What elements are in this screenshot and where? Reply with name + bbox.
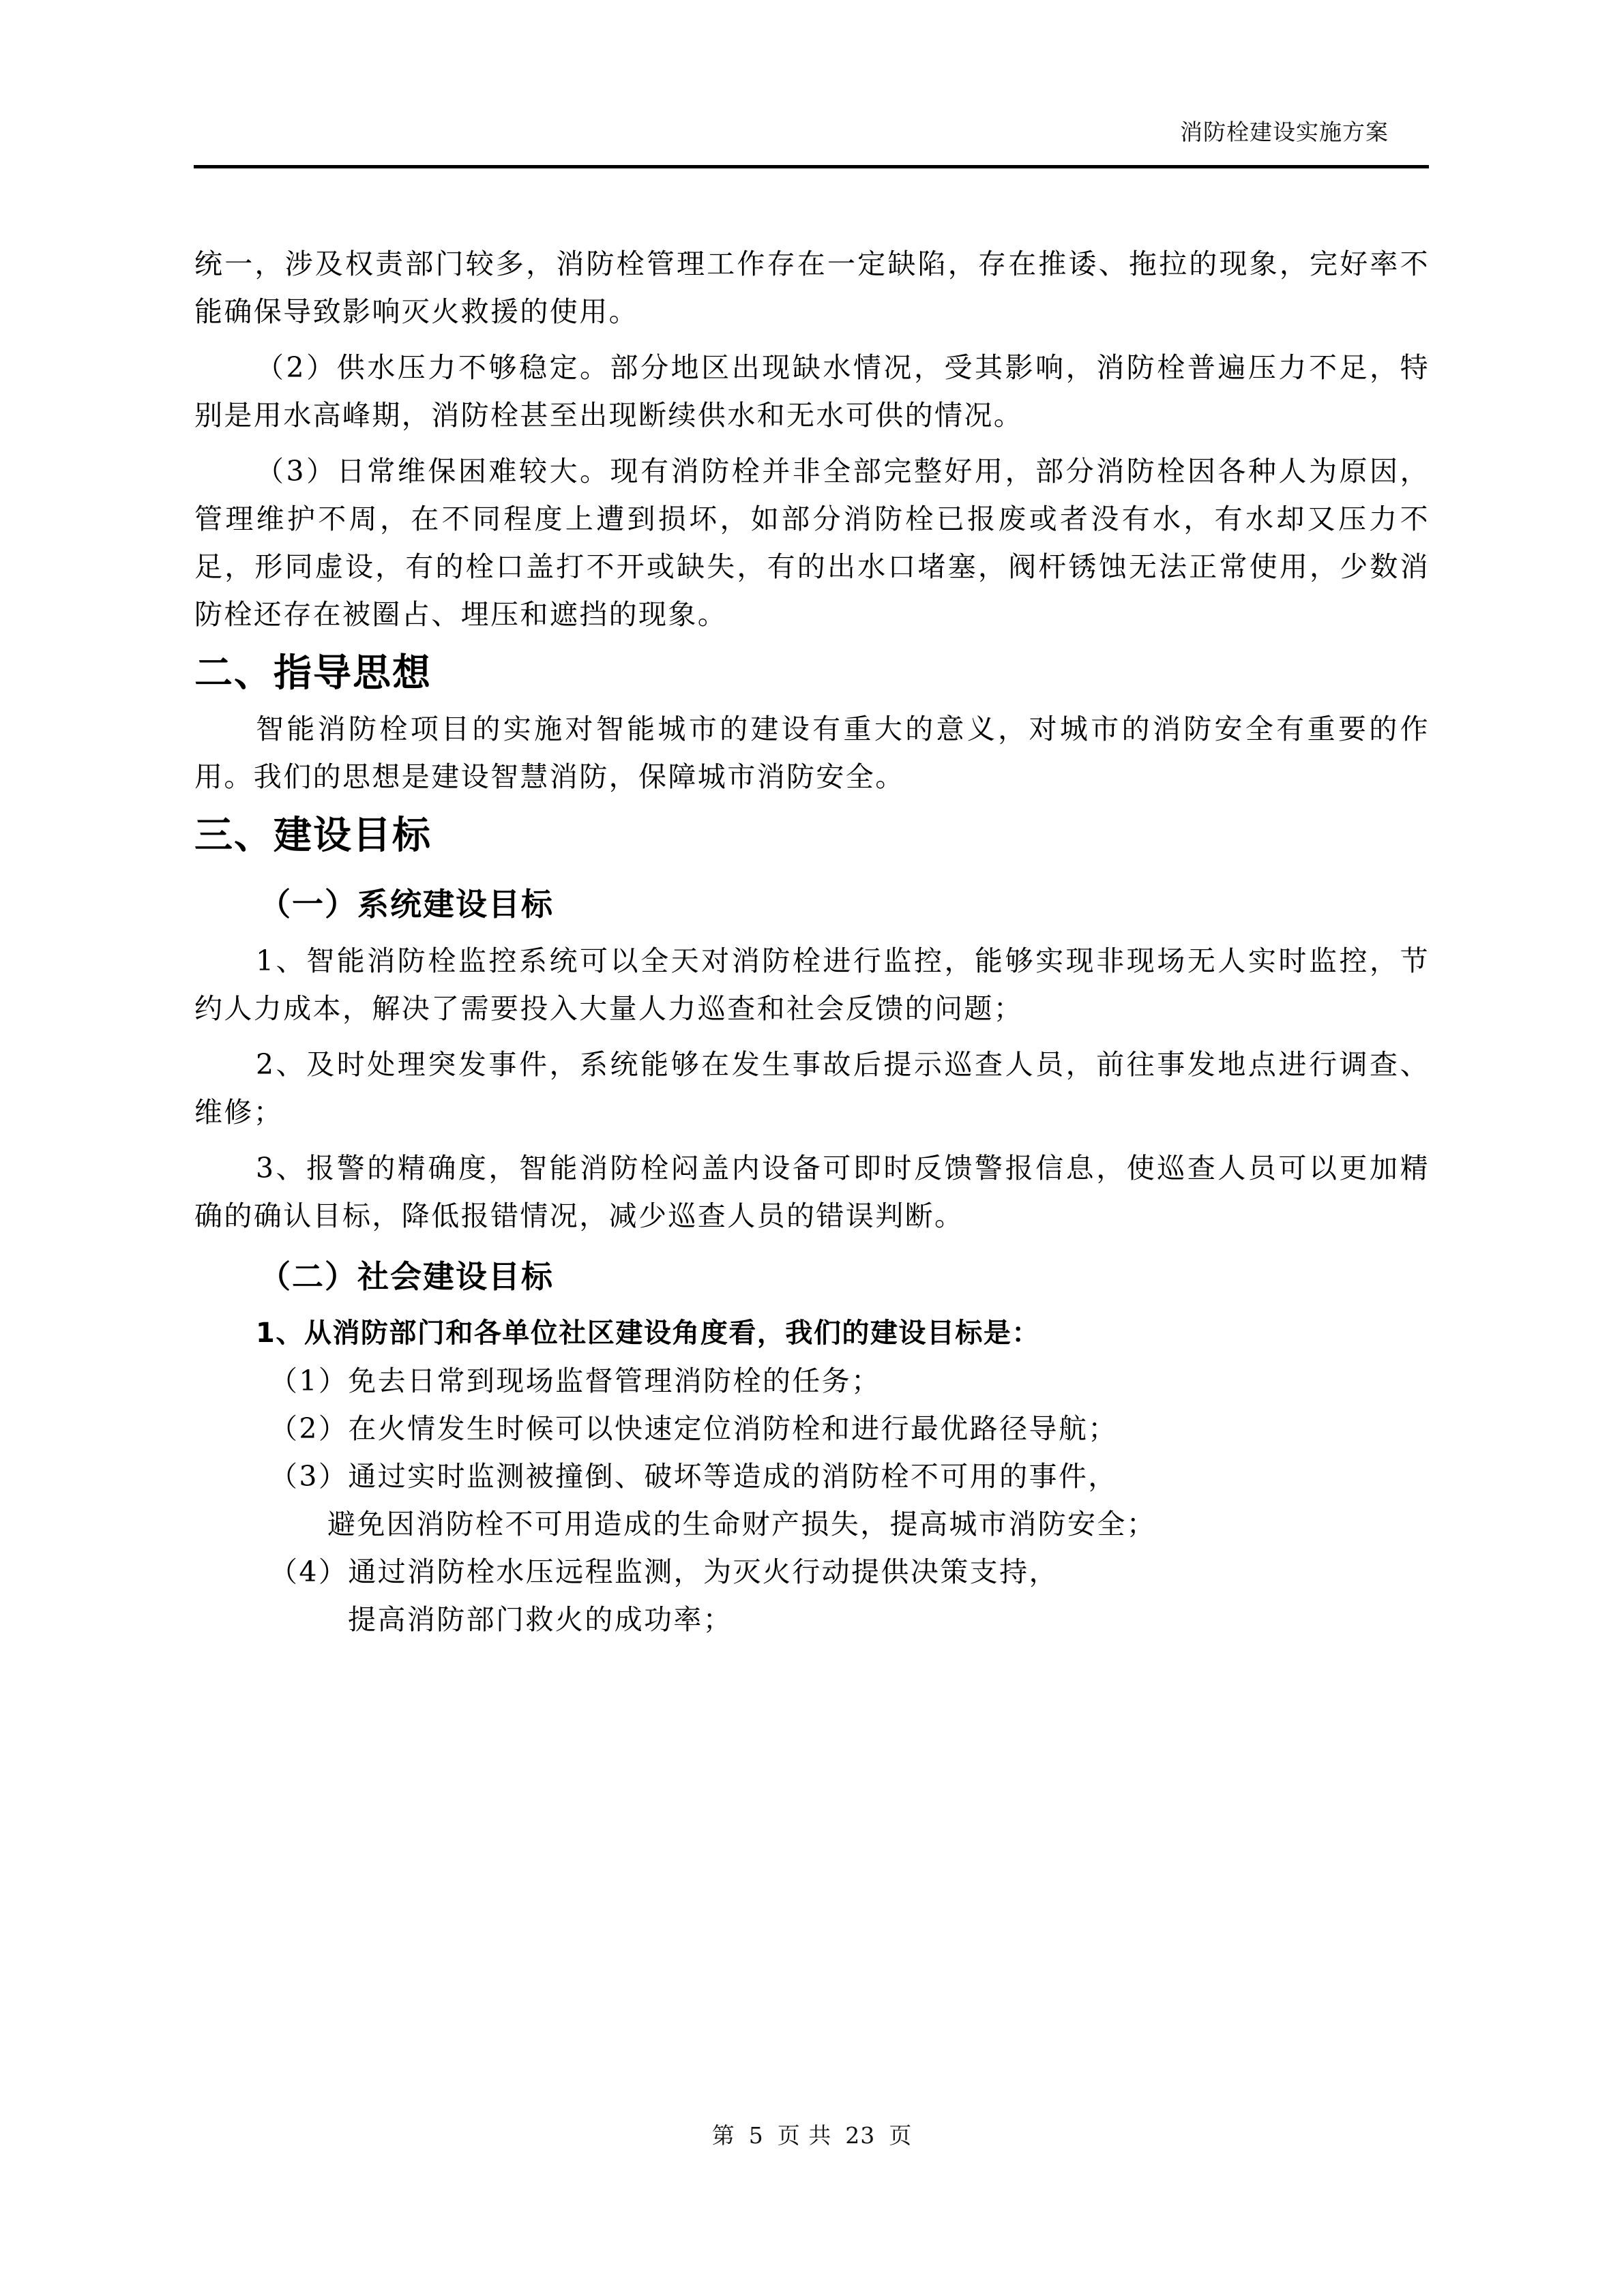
social-goal-item-3: （3）通过实时监测被撞倒、破坏等造成的消防栓不可用的事件， bbox=[269, 1460, 1118, 1493]
social-goal-item-3-continuation: 避免因消防栓不可用造成的生命财产损失，提高城市消防安全； bbox=[327, 1508, 1157, 1540]
system-goal-item-3: 3、报警的精确度，智能消防栓闷盖内设备可即时反馈警报信息，使巡查人员可以更加精确的确认目标，降低报错情况，减少巡查人员的错误判断。 bbox=[194, 1152, 1430, 1232]
footer-current-page: 5 bbox=[748, 2122, 764, 2149]
subsection-heading-system-goals: （一）系统建设目标 bbox=[259, 886, 554, 923]
system-goal-item-1: 1、智能消防栓监控系统可以全天对消防栓进行监控，能够实现非现场无人实时监控，节约人力成本，解决了需要投入大量人力巡查和社会反馈的问题； bbox=[194, 944, 1430, 1025]
system-goal-item-2: 2、及时处理突发事件，系统能够在发生事故后提示巡查人员，前往事发地点进行调查、维修； bbox=[194, 1048, 1430, 1129]
social-goals-lead: 1、从消防部门和各单位社区建设角度看，我们的建设目标是： bbox=[256, 1317, 1040, 1349]
section-heading-guiding-ideology: 二、指导思想 bbox=[194, 651, 432, 696]
page-footer bbox=[0, 2118, 1624, 2150]
social-goal-item-1: （1）免去日常到现场监督管理消防栓的任务； bbox=[269, 1365, 881, 1397]
subsection-heading-social-goals: （二）社会建设目标 bbox=[259, 1258, 554, 1295]
page-content bbox=[194, 240, 1430, 1643]
footer-total-pages: 23 bbox=[845, 2122, 876, 2149]
footer-middle: 页 共 bbox=[777, 2122, 832, 2149]
intro-paragraph: 统一，涉及权责部门较多，消防栓管理工作存在一定缺陷，存在推诿、拖拉的现象，完好率不能确保导致影响灭火救援的使用。 bbox=[194, 248, 1430, 328]
header-divider bbox=[194, 165, 1429, 168]
guiding-ideology-paragraph: 智能消防栓项目的实施对智能城市的建设有重大的意义，对城市的消防安全有重要的作用。我们的思想是建设智慧消防，保障城市消防安全。 bbox=[194, 713, 1430, 793]
section-heading-construction-goals: 三、建设目标 bbox=[194, 814, 432, 858]
problem-paragraph-3: （3）日常维保困难较大。现有消防栓并非全部完整好用，部分消防栓因各种人为原因，管理维护不周，在不同程度上遭到损坏，如部分消防栓已报废或者没有水，有水却又压力不足，形同虚设，有的栓口盖打不开或缺失，有的出水口堵塞，阀杆锈蚀无法正常使用，少数消防栓还存在被圈占、埋压和遮挡的现象。 bbox=[194, 455, 1430, 631]
footer-prefix: 第 bbox=[711, 2122, 735, 2149]
running-header-title: 消防栓建设实施方案 bbox=[1180, 119, 1389, 145]
social-goal-item-2: （2）在火情发生时候可以快速定位消防栓和进行最优路径导航； bbox=[269, 1412, 1118, 1445]
problem-paragraph-2: （2）供水压力不够稳定。部分地区出现缺水情况，受其影响，消防栓普遍压力不足，特别是用水高峰期，消防栓甚至出现断续供水和无水可供的情况。 bbox=[194, 351, 1430, 432]
social-goal-item-4: （4）通过消防栓水压远程监测，为灭火行动提供决策支持， bbox=[269, 1555, 1059, 1588]
social-goal-item-4-continuation: 提高消防部门救火的成功率； bbox=[348, 1603, 733, 1636]
footer-suffix: 页 bbox=[889, 2122, 913, 2149]
